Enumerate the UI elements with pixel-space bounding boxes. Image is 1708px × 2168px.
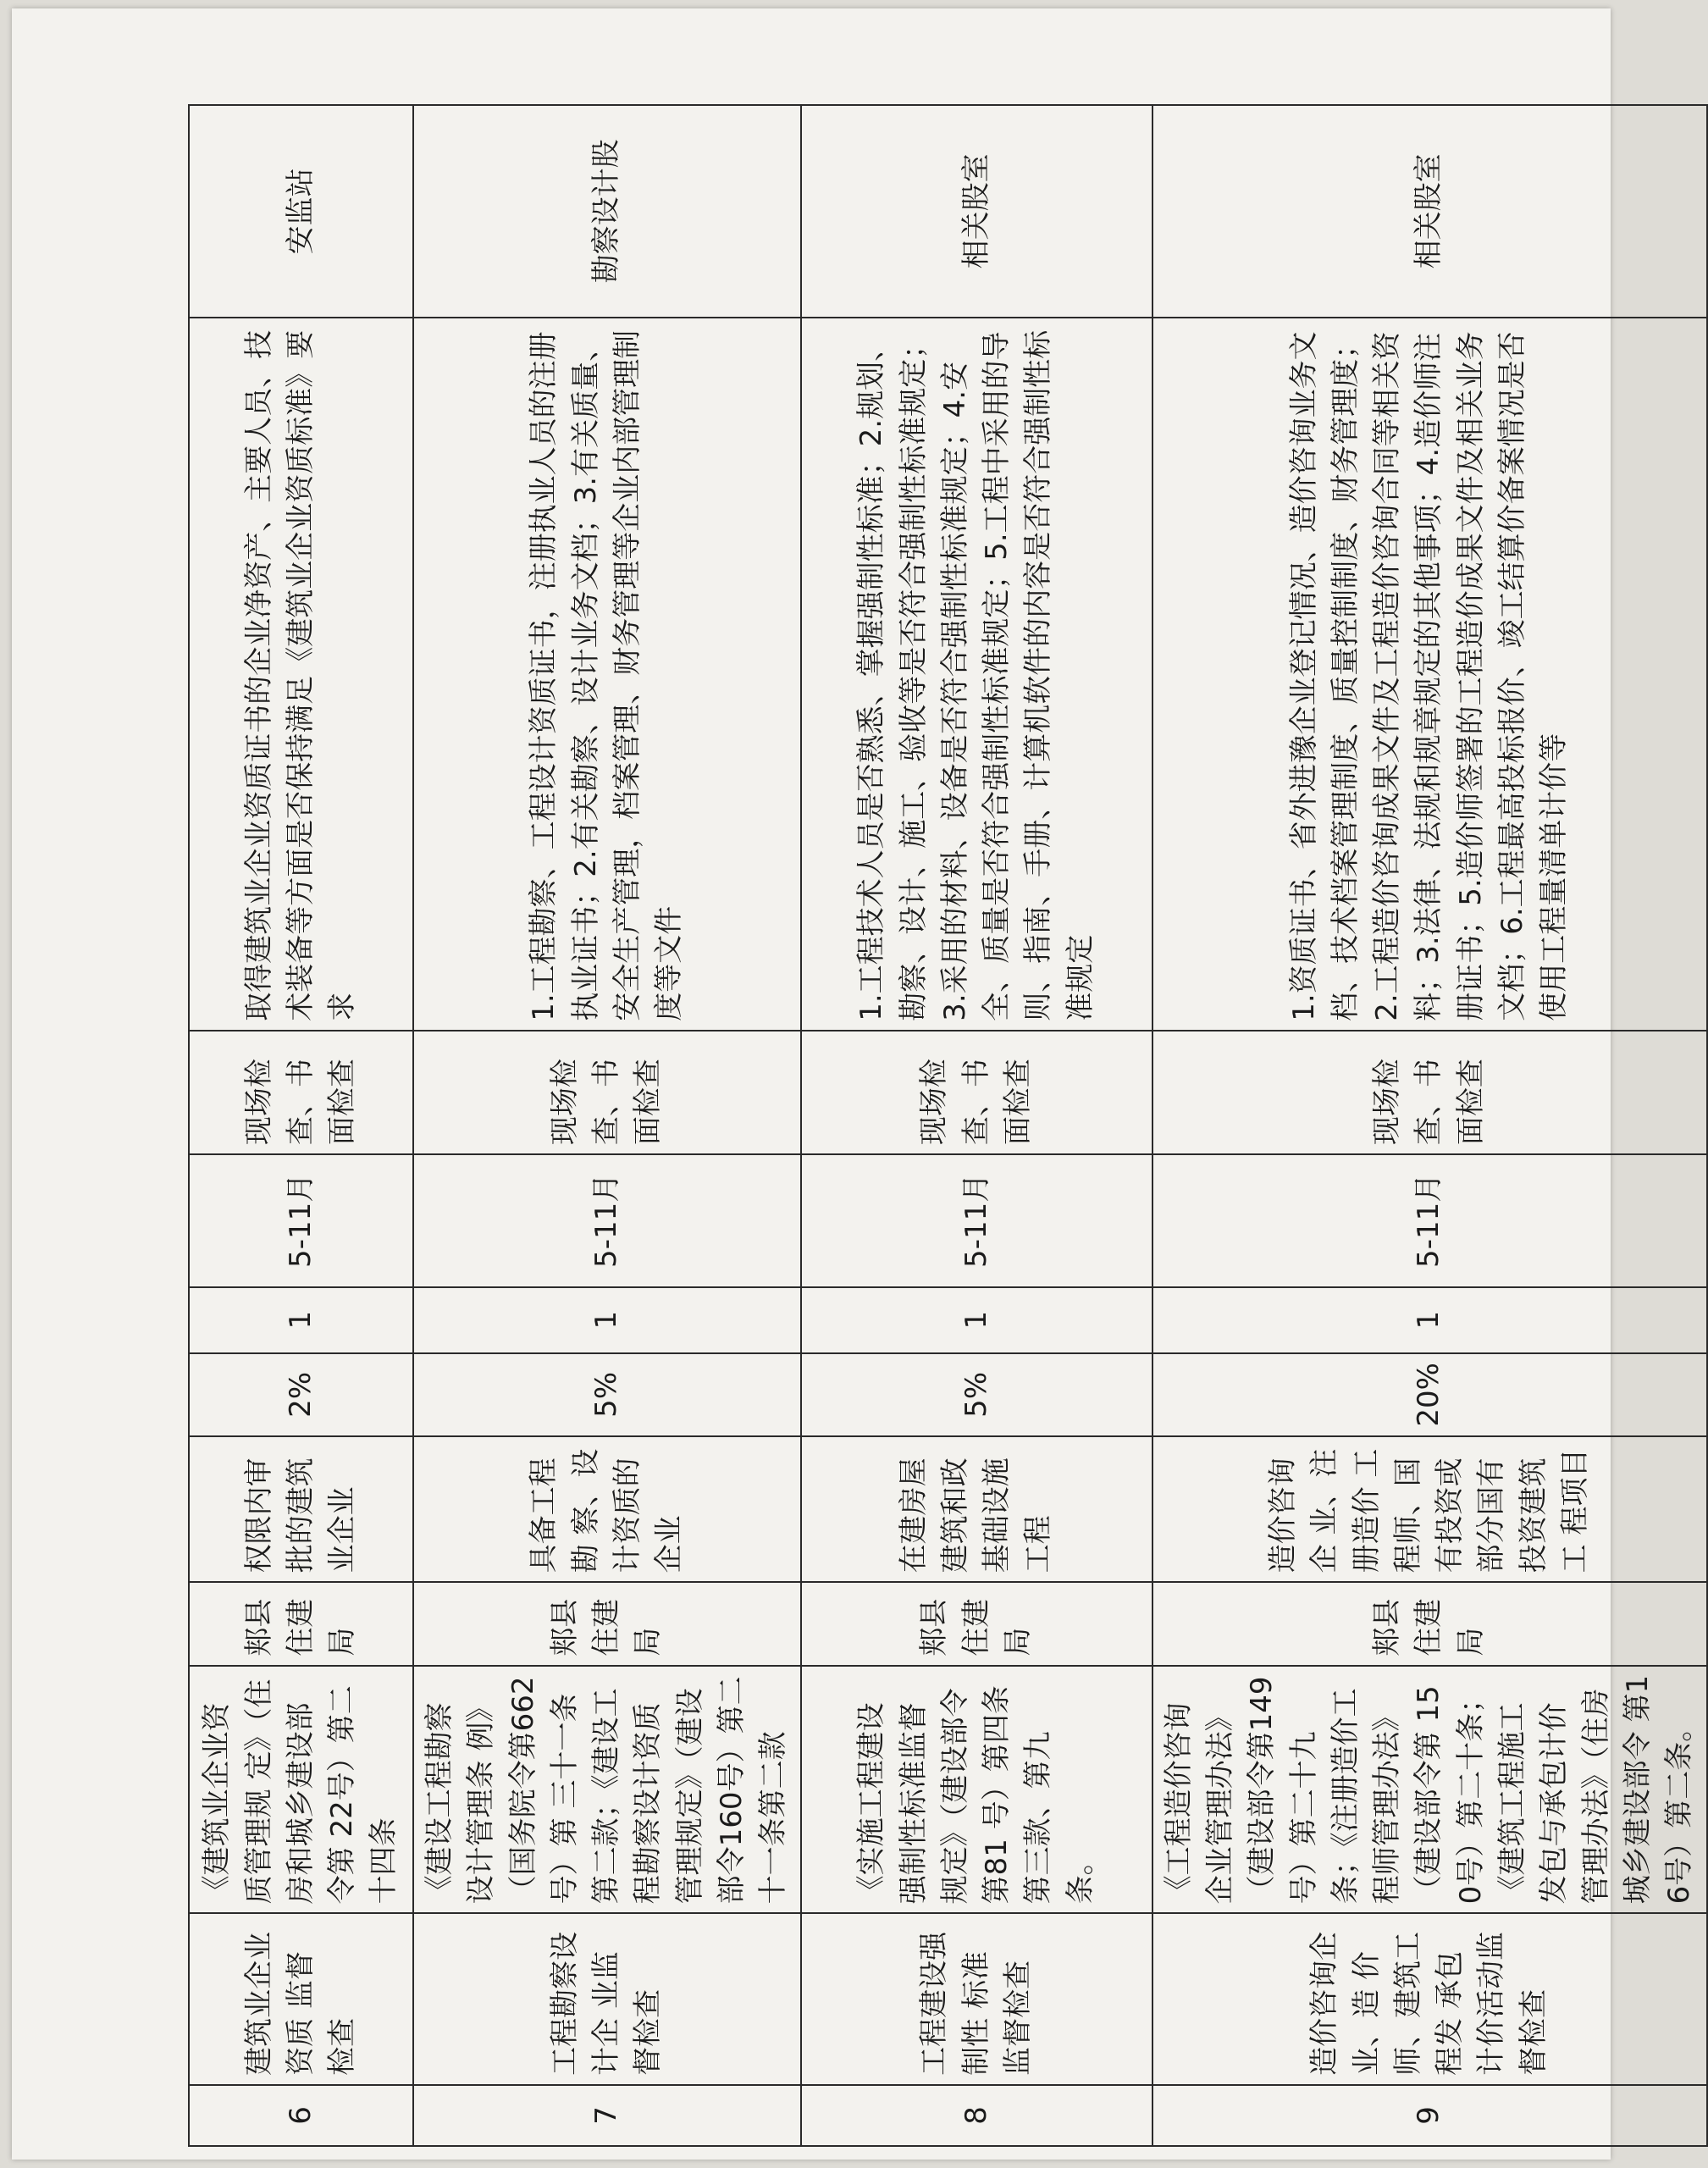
implementing-unit: 相关股室 [801, 105, 1152, 318]
inspection-count: 1 [1152, 1287, 1707, 1353]
table-row [189, 105, 413, 2146]
inspection-target: 权限内审批的建筑业企业 [189, 1436, 413, 1582]
row-number: 8 [801, 2085, 1152, 2146]
inspection-target: 具备工程勘 察、设计资质的企业 [413, 1436, 801, 1582]
inspection-time: 5-11月 [1152, 1154, 1707, 1286]
inspection-count: 1 [801, 1287, 1152, 1353]
row-number: 9 [1152, 2085, 1707, 2146]
legal-basis: 《实施工程建设强制性标准监督规定》（建设部令第81 号）第四条第三款、第九条。 [801, 1666, 1152, 1914]
inspection-target: 在建房屋建筑和政基础设施工程 [801, 1436, 1152, 1582]
implementing-unit: 相关股室 [1152, 105, 1707, 318]
table-row [413, 105, 801, 2146]
inspection-content: 1.资质证书、省外进豫企业登记情况、造价咨询业务文档、技术档案管理制度、质量控制制度、财务管理度；2.工程造价咨询成果文件及工程造价咨询合同等相关资料；3.法律、法规和规章规定的其他事项；4.造价师注册证书；5.造价师签署的工程造价成果文件及相关业务文档；6.工程最高投标报价、竣工结算价备案情况是否使用工程量清单计价等 [1152, 318, 1707, 1031]
inspection-item: 建筑业企业资质 监督检查 [189, 1913, 413, 2085]
inspection-method: 现场检查、书面检查 [1152, 1031, 1707, 1154]
inspection-item: 工程勘察设计企 业监督检查 [413, 1913, 801, 2085]
implementing-unit: 勘察设计股 [413, 105, 801, 318]
responsible-department: 郏县住建局 [801, 1582, 1152, 1665]
inspection-plan-table [188, 104, 1708, 2147]
row-number: 6 [189, 2085, 413, 2146]
legal-basis: 《建设工程勘察设计管理条 例》（国务院令第662号）第 三十一条第二款；《建设工 程勘察设计资质管理规定》（建设部令160号）第二十一条第二款 [413, 1666, 801, 1914]
row-number: 7 [413, 2085, 801, 2146]
responsible-department: 郏县住建局 [1152, 1582, 1707, 1665]
legal-basis: 《建筑业企业资质管理规 定》（住房和城乡建设部令第 22号）第二十四条 [189, 1666, 413, 1914]
inspection-content: 1.工程技术人员是否熟悉、掌握强制性标准；2.规划、勘察、设计、施工、验收等是否符合强制性标准规定；3.采用的材料、设备是否符合强制性标准规定；4.安全、质量是否符合强制性标准规定；5.工程中采用的导则、指南、手册、计算机软件的内容是否符合强制性标准规定 [801, 318, 1152, 1031]
inspection-content: 1.工程勘察、工程设计资质证书，注册执业人员的注册执业证书；2.有关勘察、设计业务文档；3.有关质量、安全生产管理，档案管理、财务管理等企业内部管理制度等文件 [413, 318, 801, 1031]
inspection-time: 5-11月 [413, 1154, 801, 1286]
sampling-ratio: 2% [189, 1353, 413, 1436]
inspection-time: 5-11月 [189, 1154, 413, 1286]
responsible-department: 郏县住建局 [413, 1582, 801, 1665]
inspection-count: 1 [413, 1287, 801, 1353]
table-row [801, 105, 1152, 2146]
inspection-count: 1 [189, 1287, 413, 1353]
table-row [1152, 105, 1707, 2146]
inspection-method: 现场检查、书面检查 [189, 1031, 413, 1154]
sampling-ratio: 5% [413, 1353, 801, 1436]
responsible-department: 郏县住建局 [189, 1582, 413, 1665]
sampling-ratio: 5% [801, 1353, 1152, 1436]
legal-basis: 《工程造价咨询企业管理办法》（建设部令第149号）第二十九条；《注册造价工程师管理办法》（建设部令第 150号）第二十条；《建筑工程施工发包与承包计价管理办法》（住房城乡建设部令 第16号）第二条。 [1152, 1666, 1707, 1914]
inspection-time: 5-11月 [801, 1154, 1152, 1286]
rotated-table-container [188, 104, 1697, 2147]
sampling-ratio: 20% [1152, 1353, 1707, 1436]
inspection-method: 现场检查、书面检查 [413, 1031, 801, 1154]
inspection-item: 造价咨询企业、造 价师、建筑工程发 承包计价活动监督检查 [1152, 1913, 1707, 2085]
inspection-content: 取得建筑业企业资质证书的企业净资产、主要人员、技术装备等方面是否保持满足《建筑业企业资质标准》要求 [189, 318, 413, 1031]
scanned-page [12, 8, 1697, 2160]
inspection-item: 工程建设强制性 标准监督检查 [801, 1913, 1152, 2085]
inspection-target: 造价咨询企 业、注册造价 工程师、国有投资或部分国有投资建筑工 程项目 [1152, 1436, 1707, 1582]
implementing-unit: 安监站 [189, 105, 413, 318]
inspection-method: 现场检查、书面检查 [801, 1031, 1152, 1154]
